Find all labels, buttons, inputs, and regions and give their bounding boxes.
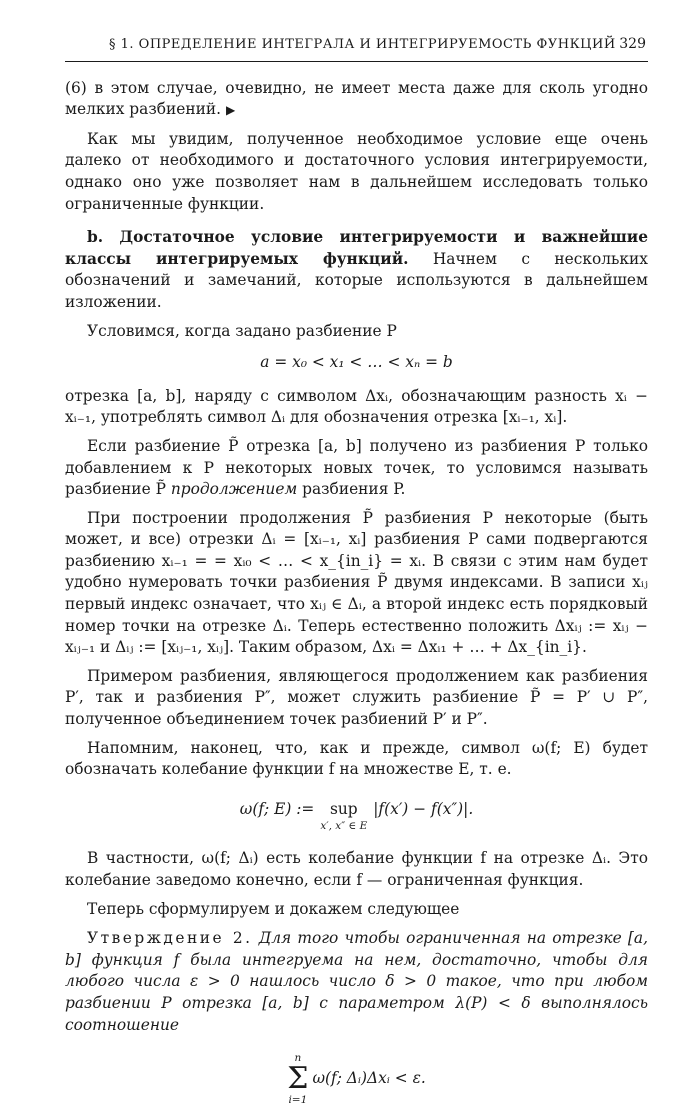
end-of-proof-icon: ▶	[225, 103, 236, 118]
sum-body: ω(f; Δᵢ)Δxᵢ < ε.	[312, 1069, 426, 1088]
paragraph-5-c: разбиения P.	[302, 480, 406, 499]
formula-oscillation-right: |f(x′) − f(x″)|.	[373, 799, 474, 818]
section-title: b. Достаточное условие интегрируемости и важнейшие классы интегрируемых функций.	[65, 228, 648, 268]
section-heading-paragraph	[65, 227, 648, 313]
term-prodolzhenie: продолжением	[170, 480, 298, 499]
sum-operator	[287, 1052, 308, 1106]
paragraph-3: Условимся, когда задано разбиение P	[87, 321, 397, 340]
paragraph-7: Примером разбиения, являющегося продолжением как разбиения P′, так и разбиения P″, может служить разбиение P̃ = P′ ∪ P″, полученное объединением точек разбиений P′ и P″.	[65, 666, 648, 729]
statement-text: Для того чтобы ограниченная на отрезке [a, b] функция f была интегруема на нем, достаточно, чтобы для любого числа ε > 0 нашлось число δ > 0 такое, что при любом разбиении P отрезка [a, b] с параметром λ(P) < δ выполнялось соотношение	[65, 929, 648, 1034]
sum-lower-limit: i=1	[288, 1094, 308, 1106]
paragraph-2: Как мы увидим, полученное необходимое условие еще очень далеко от необходимого и достаточного условия интегрируемости, однако оно уже позволяет нам в дальнейшем исследовать только ограниченные функции.	[65, 129, 648, 213]
formula-partition: a = x₀ < x₁ < … < xₙ = b	[260, 353, 453, 372]
paragraph-8: Напомним, наконец, что, как и прежде, символ ω(f; E) будет обозначать колебание функции f на множестве E, т. е.	[65, 738, 648, 779]
sum-upper-limit: n	[294, 1052, 302, 1065]
page-number: 329	[619, 36, 646, 52]
formula-oscillation	[65, 799, 648, 833]
running-title: § 1. ОПРЕДЕЛЕНИЕ ИНТЕГРАЛА И ИНТЕГРИРУЕМОСТЬ ФУНКЦИЙ	[109, 37, 616, 52]
statement-label: Утверждение 2.	[87, 929, 253, 948]
statement-2	[65, 928, 648, 1036]
paragraph-4: отрезка [a, b], наряду с символом Δxᵢ, обозначающим разность xᵢ − xᵢ₋₁, употреблять символ Δᵢ для обозначения отрезка [xᵢ₋₁, xᵢ].	[65, 386, 648, 427]
paragraph-6: При построении продолжения P̃ разбиения P некоторые (быть может, и все) отрезки Δᵢ = [xᵢ₋₁, xᵢ] разбиения P сами подвергаются разбиению xᵢ₋₁ = = xᵢ₀ < … < x_{in_i} = xᵢ. В связи с этим нам будет удобно нумеровать точки разбиения P̃ двумя индексами. В записи xᵢⱼ первый индекс означает, что xᵢⱼ ∈ Δᵢ, а второй индекс есть порядковый номер точки на отрезке Δᵢ. Теперь естественно положить Δxᵢⱼ := xᵢⱼ − xᵢⱼ₋₁ и Δᵢⱼ := [xᵢⱼ₋₁, xᵢⱼ]. Таким образом, Δxᵢ = Δxᵢ₁ + … + Δx_{in_i}.	[65, 508, 648, 657]
paragraph-1-text: (6) в этом случае, очевидно, не имеет места даже для сколь угодно мелких разбиений.	[65, 78, 648, 119]
paragraph-10: Теперь сформулируем и докажем следующее	[87, 899, 460, 918]
sigma-symbol: Σ	[287, 1061, 309, 1097]
running-header	[65, 34, 648, 62]
paragraph-9: В частности, ω(f; Δᵢ) есть колебание функции f на отрезке Δᵢ. Это колебание заведомо конечно, если f — ограниченная функция.	[65, 849, 648, 889]
formula-oscillation-left: ω(f; E) :=	[239, 799, 315, 818]
paragraph-1	[65, 78, 648, 122]
paragraph-5	[65, 436, 648, 501]
sup-subscript: x′, x″ ∈ E	[320, 820, 368, 833]
formula-sum-condition	[65, 1052, 648, 1106]
sup-word: sup	[329, 799, 358, 818]
sup-operator	[320, 799, 367, 833]
section-intro: Начнем с нескольких обозначений и замечаний, которые используются в дальнейшем изложении.	[65, 249, 648, 311]
paragraph-5-a: Если разбиение P̃ отрезка [a, b] получено из разбиения P только добавлением к P некоторых новых точек, то условимся называть разбиение P̃	[65, 436, 648, 499]
